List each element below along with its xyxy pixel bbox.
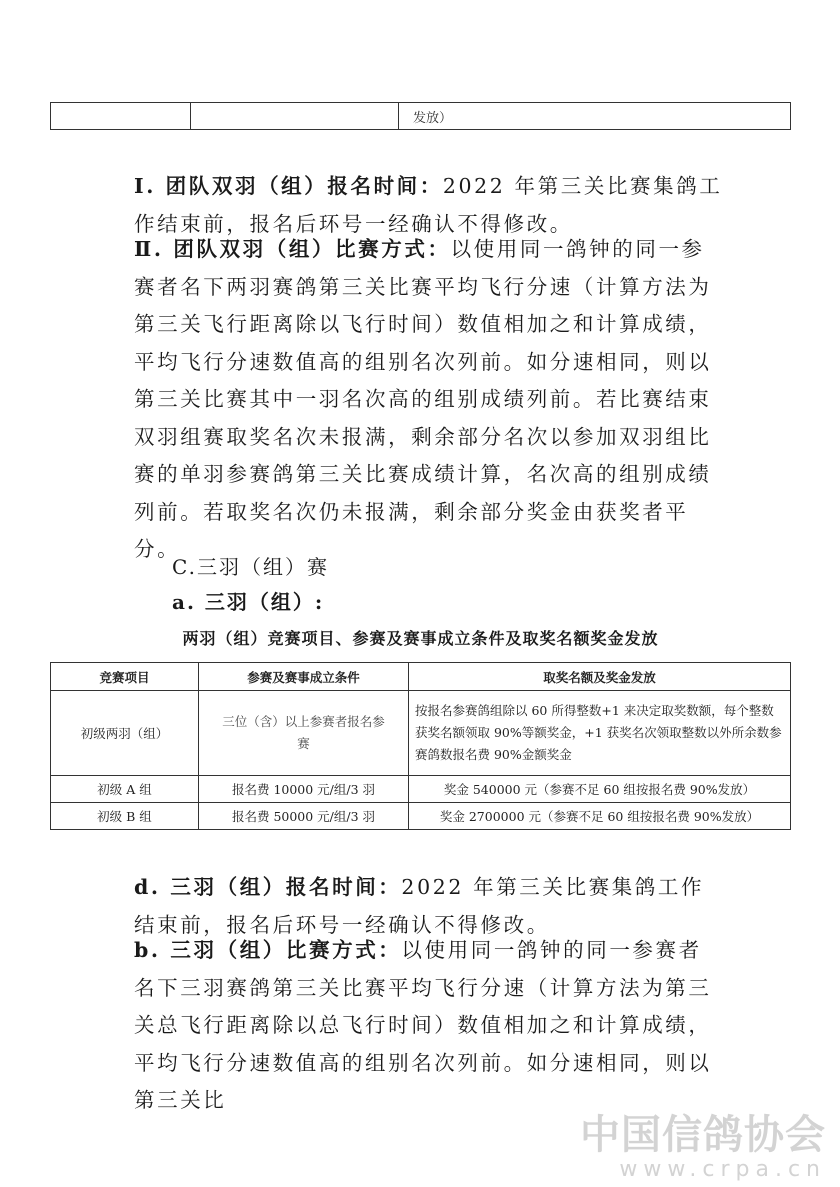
table-cell: 三位（含）以上参赛者报名参赛 — [199, 691, 409, 776]
prize-table — [50, 662, 791, 830]
watermark-logo-text: 中国信鸽协会 — [580, 1112, 826, 1158]
table-cell: 奖金 540000 元（参赛不足 60 组按报名费 90%发放） — [409, 776, 791, 803]
heading-a: a. 三羽（组）: — [172, 590, 325, 614]
section-i-lead: Ⅰ. 团队双羽（组）报名时间： — [134, 174, 443, 198]
top-table-cell-2 — [191, 103, 399, 130]
table-cell: 奖金 2700000 元（参赛不足 60 组按报名费 90%发放） — [409, 803, 791, 830]
section-ii-text: 以使用同一鸽钟的同一参赛者名下两羽赛鸽第三关比赛平均飞行分速（计算方法为第三关飞行距离除以飞行时间）数值相加之和计算成绩，平均飞行分速数值高的组别名次列前。如分速相同，则以第三关比赛其中一羽名次高的组别成绩列前。若比赛结束双羽组赛取奖名次未报满，剩余部分名次以参加双羽组比赛的单羽参赛鸽第三关比赛成绩计算，名次高的组别成绩列前。若取奖名次仍未报满，剩余部分奖金由获奖者平分。 — [134, 237, 712, 561]
section-ii-paragraph — [134, 231, 724, 569]
watermark-url: www.crpa.cn — [619, 1157, 826, 1182]
prize-table-header: 参赛及赛事成立条件 — [199, 663, 409, 691]
table-caption: 两羽（组）竞赛项目、参赛及赛事成立条件及取奖名额奖金发放 — [182, 629, 659, 648]
table-cell: 报名费 50000 元/组/3 羽 — [199, 803, 409, 830]
table-row — [51, 776, 791, 803]
prize-table-header: 取奖名额及奖金发放 — [409, 663, 791, 691]
section-ii-lead: Ⅱ. 团队双羽（组）比赛方式： — [134, 237, 451, 261]
top-table-cell-1 — [51, 103, 191, 130]
prize-table-header: 竞赛项目 — [51, 663, 199, 691]
section-d-lead: d. 三羽（组）报名时间： — [134, 875, 402, 899]
top-table-fragment — [50, 102, 791, 130]
table-cell: 报名费 10000 元/组/3 羽 — [199, 776, 409, 803]
section-d-text: 2022 年第三关比赛集鸽工作结束前，报名后环号一经确认不得修改。 — [134, 875, 705, 937]
prize-table-header-row — [51, 663, 791, 691]
table-row — [51, 691, 791, 776]
section-b-text: 以使用同一鸽钟的同一参赛者名下三羽赛鸽第三关比赛平均飞行分速（计算方法为第三关总飞行距离除以总飞行时间）数值相加之和计算成绩，平均飞行分速数值高的组别名次列前。如分速相同，则以第三关比 — [134, 938, 712, 1112]
section-b-paragraph — [134, 932, 724, 1120]
top-table-cell-3: 发放） — [399, 103, 791, 130]
watermark — [580, 1113, 826, 1183]
table-cell: 初级两羽（组） — [51, 691, 199, 776]
section-i-text: 2022 年第三关比赛集鸽工作结束前，报名后环号一经确认不得修改。 — [134, 174, 723, 236]
section-b-lead: b. 三羽（组）比赛方式： — [134, 938, 402, 962]
heading-c: C.三羽（组）赛 — [172, 555, 329, 579]
table-cell: 按报名参赛鸽组除以 60 所得整数+1 来决定取奖数额，每个整数获奖名额领取 90%等额奖金，+1 获奖名次领取整数以外所余数参赛鸽数报名费 90%金额奖金 — [409, 691, 791, 776]
table-row — [51, 803, 791, 830]
table-cell: 初级 B 组 — [51, 803, 199, 830]
table-cell: 初级 A 组 — [51, 776, 199, 803]
